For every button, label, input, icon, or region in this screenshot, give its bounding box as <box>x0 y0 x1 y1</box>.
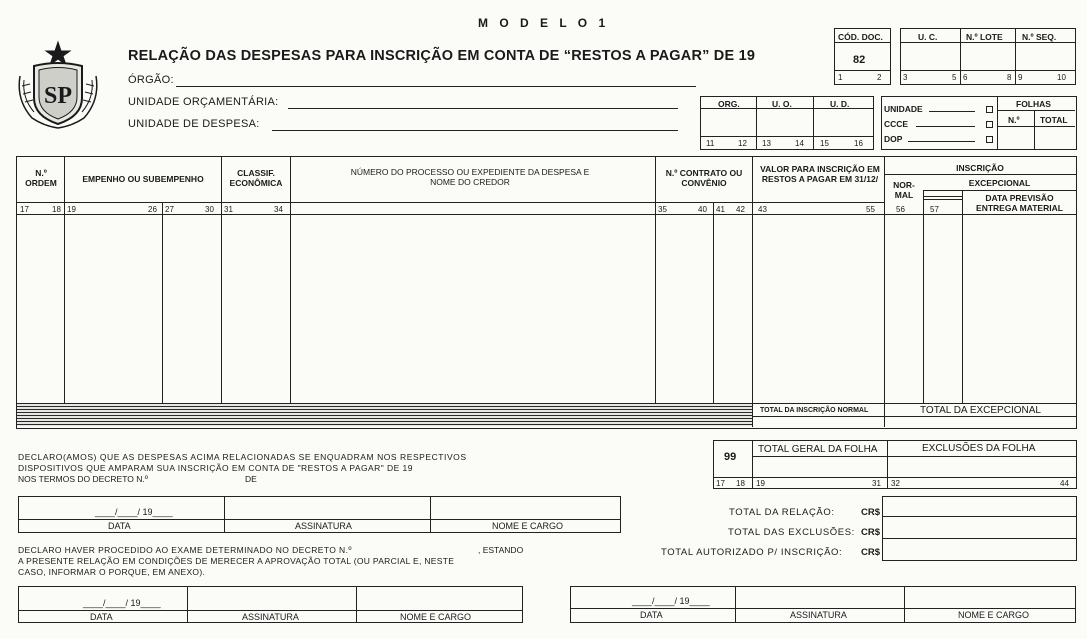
vertical-rule <box>187 586 188 622</box>
horizontal-rule <box>997 126 1075 127</box>
date-field-3[interactable]: ____/____/ 19____ <box>632 596 710 606</box>
declaration2-line1: DECLARO HAVER PROCEDIDO AO EXAME DETERMINADO NO DECRETO N.º <box>18 545 352 555</box>
total-geral-label: TOTAL GERAL DA FOLHA <box>758 444 878 455</box>
unidade-orcamentaria-label: UNIDADE ORÇAMENTÁRIA: <box>128 96 279 108</box>
declaration2-line2: A PRESENTE RELAÇÃO EM CONDIÇÕES DE MERECER A APROVAÇÃO TOTAL (OU PARCIAL E, NESTE <box>18 556 455 566</box>
total-geral-p31: 31 <box>872 479 881 488</box>
exclusoes-label: EXCLUSÕES DA FOLHA <box>922 443 1036 454</box>
horizontal-rule <box>884 174 1076 175</box>
org-boxes-2-end: 16 <box>854 139 863 148</box>
col-classif: CLASSIF. ECONÔMICA <box>229 168 283 188</box>
col-inscricao: INSCRIÇÃO <box>956 163 1004 173</box>
col-normal: NOR- MAL <box>893 180 915 200</box>
vertical-rule <box>735 586 736 622</box>
total-geral-p44: 44 <box>1060 479 1069 488</box>
unidade-box-rows-2: DOP <box>884 134 903 144</box>
unidade-box-rows-0: UNIDADE <box>884 104 923 114</box>
col-processo: NÚMERO DO PROCESSO OU EXPEDIENTE DA DESPESA E NOME DO CREDOR <box>350 167 590 187</box>
sign-block1-data: DATA <box>108 521 131 531</box>
vertical-rule <box>756 96 757 149</box>
unidade-checkbox[interactable] <box>986 106 993 113</box>
col-valor: VALOR PARA INSCRIÇÃO EM RESTOS A PAGAR EM 31/12/ <box>760 164 880 184</box>
table-positions-p18: 18 <box>52 205 61 214</box>
horizontal-rule <box>900 42 1075 43</box>
vertical-rule <box>887 440 888 488</box>
horizontal-rule <box>834 70 890 71</box>
horizontal-rule <box>997 110 1075 111</box>
id-boxes-1-start: 6 <box>963 73 968 82</box>
declaration1-de: DE <box>245 474 257 484</box>
unidade-orcamentaria-field[interactable] <box>288 108 678 109</box>
seq-label: N.º SEQ. <box>1022 32 1057 42</box>
lote-label: N.º LOTE <box>966 32 1003 42</box>
total-geral-code: 99 <box>724 451 737 463</box>
uc-label: U. C. <box>918 32 938 42</box>
horizontal-rule <box>882 516 1076 517</box>
date-field-1[interactable]: ____/____/ 19____ <box>95 507 173 517</box>
unidade-despesa-label: UNIDADE DE DESPESA: <box>128 118 260 130</box>
table-positions-p35: 35 <box>658 205 667 214</box>
sign-block2-nome-cargo: NOME E CARGO <box>400 612 472 622</box>
id-boxes-2-end: 10 <box>1057 73 1066 82</box>
sign-block1-nome-cargo: NOME E CARGO <box>492 521 564 531</box>
folhas-label: FOLHAS <box>1016 99 1051 109</box>
horizontal-rule <box>916 126 975 127</box>
table-positions-p27: 27 <box>165 205 174 214</box>
horizontal-rule <box>923 196 962 197</box>
horizontal-rule <box>713 477 1076 478</box>
table-positions-p40: 40 <box>698 205 707 214</box>
horizontal-rule <box>570 608 1075 609</box>
uo-label: U. O. <box>772 99 792 109</box>
table-positions-p17: 17 <box>20 205 29 214</box>
cod-doc-pos-end: 2 <box>877 73 882 82</box>
horizontal-rule <box>900 70 1075 71</box>
id-boxes-2-start: 9 <box>1018 73 1023 82</box>
declaration1-line3: NOS TERMOS DO DECRETO N.º <box>18 474 148 484</box>
sign-block3-assinatura: ASSINATURA <box>790 610 847 620</box>
horizontal-rule <box>929 111 975 112</box>
total-autorizado-label: TOTAL AUTORIZADO P/ INSCRIÇÃO: <box>661 547 843 558</box>
dop-checkbox[interactable] <box>986 136 993 143</box>
org-boxes-0-start: 11 <box>706 139 715 148</box>
horizontal-rule <box>18 610 522 611</box>
summary-values-box[interactable] <box>882 496 1077 561</box>
unidade-box-numero: N.º <box>1008 115 1020 125</box>
declaration2-line3: CASO, INFORMAR O PORQUE, EM ANEXO). <box>18 567 206 577</box>
unidade-despesa-field[interactable] <box>272 130 678 131</box>
summary-currency: CR$ <box>861 547 881 558</box>
vertical-rule <box>997 96 998 149</box>
col-n-ordem: N.º ORDEM <box>25 168 57 188</box>
total-geral-p17: 17 <box>716 479 725 488</box>
id-boxes-0-start: 3 <box>903 73 908 82</box>
sign-block3-nome-cargo: NOME E CARGO <box>958 610 1030 620</box>
horizontal-rule <box>16 202 756 203</box>
table-positions-p57: 57 <box>930 205 939 214</box>
horizontal-rule <box>756 202 885 203</box>
total-relacao-label: TOTAL DA RELAÇÃO: <box>729 507 835 518</box>
table-body[interactable] <box>17 215 1075 403</box>
vertical-rule <box>1015 28 1016 84</box>
total-geral-p18: 18 <box>736 479 745 488</box>
vertical-rule <box>356 586 357 622</box>
org-boxes-1-start: 13 <box>762 139 771 148</box>
vertical-rule <box>1034 110 1035 149</box>
col-empenho: EMPENHO OU SUBEMPENHO <box>82 174 204 184</box>
state-coat-of-arms-icon <box>14 40 102 130</box>
hatched-band <box>17 403 752 426</box>
summary-currency: CR$ <box>861 507 881 518</box>
org-boxes-2-start: 15 <box>820 139 829 148</box>
sign-block3-data: DATA <box>640 610 663 620</box>
horizontal-rule <box>882 538 1076 539</box>
org-boxes-1-end: 14 <box>795 139 804 148</box>
summary-currency: CR$ <box>861 527 881 538</box>
unidade-box-rows-1: CCCE <box>884 119 909 129</box>
table-positions-p43: 43 <box>758 205 767 214</box>
seal-text: SP <box>43 83 73 109</box>
col-contrato: N.º CONTRATO OU CONVÊNIO <box>665 168 743 188</box>
unidade-box-total: TOTAL <box>1040 115 1068 125</box>
table-positions-p26: 26 <box>148 205 157 214</box>
vertical-rule <box>430 496 431 532</box>
vertical-rule <box>904 586 905 622</box>
ccce-checkbox[interactable] <box>986 121 993 128</box>
table-positions-p19: 19 <box>67 205 76 214</box>
horizontal-rule <box>700 136 873 137</box>
horizontal-rule <box>834 42 890 43</box>
org-label: ORG. <box>718 99 740 109</box>
declaration1-line2: DISPOSITIVOS QUE AMPARAM SUA INSCRIÇÃO EM CONTA DE "RESTOS A PAGAR" DE 19 <box>18 463 413 473</box>
table-positions-p42: 42 <box>736 205 745 214</box>
org-boxes-0-end: 12 <box>738 139 747 148</box>
horizontal-rule <box>752 416 1076 417</box>
orgao-field[interactable] <box>176 86 696 87</box>
horizontal-rule <box>752 456 1076 457</box>
horizontal-rule <box>923 190 1076 191</box>
table-positions-p56: 56 <box>896 205 905 214</box>
cod-doc-label: CÓD. DOC. <box>838 32 883 42</box>
orgao-label: ÓRGÃO: <box>128 74 174 86</box>
sign-block1-assinatura: ASSINATURA <box>295 521 352 531</box>
total-geral-p32: 32 <box>891 479 900 488</box>
declaration1-line1: DECLARO(AMOS) QUE AS DESPESAS ACIMA RELACIONADAS SE ENQUADRAM NOS RESPECTIVOS <box>18 452 467 462</box>
vertical-rule <box>960 28 961 84</box>
ud-label: U. D. <box>830 99 850 109</box>
sign-block2-assinatura: ASSINATURA <box>242 612 299 622</box>
cod-doc-value: 82 <box>853 54 866 66</box>
id-boxes-1-end: 8 <box>1007 73 1012 82</box>
table-positions-p31: 31 <box>224 205 233 214</box>
id-boxes-0-end: 5 <box>952 73 957 82</box>
table-positions-p55: 55 <box>866 205 875 214</box>
total-excepcional-label: TOTAL DA EXCEPCIONAL <box>920 405 1041 416</box>
form-title: RELAÇÃO DAS DESPESAS PARA INSCRIÇÃO EM CONTA DE “RESTOS A PAGAR” DE 19 <box>128 48 756 64</box>
sign-block2-data: DATA <box>90 612 113 622</box>
horizontal-rule <box>908 141 975 142</box>
col-data-previsao: DATA PREVISÃO ENTREGA MATERIAL <box>976 193 1063 213</box>
total-normal-label: TOTAL DA INSCRIÇÃO NORMAL <box>760 407 869 414</box>
declaration2-estando: , ESTANDO <box>478 545 524 555</box>
date-field-2[interactable]: ____/____/ 19____ <box>83 598 161 608</box>
horizontal-rule <box>18 519 620 520</box>
total-geral-p19: 19 <box>756 479 765 488</box>
modelo-label: M O D E L O 1 <box>478 16 610 30</box>
table-positions-p34: 34 <box>274 205 283 214</box>
total-exclusoes-label: TOTAL DAS EXCLUSÕES: <box>728 527 855 538</box>
cod-doc-pos-start: 1 <box>838 73 843 82</box>
table-positions-p41: 41 <box>716 205 725 214</box>
vertical-rule <box>752 440 753 488</box>
vertical-rule <box>224 496 225 532</box>
horizontal-rule <box>923 199 962 200</box>
col-excepcional: EXCEPCIONAL <box>968 178 1031 188</box>
horizontal-rule <box>16 403 1076 404</box>
table-positions-p30: 30 <box>205 205 214 214</box>
vertical-rule <box>813 96 814 149</box>
